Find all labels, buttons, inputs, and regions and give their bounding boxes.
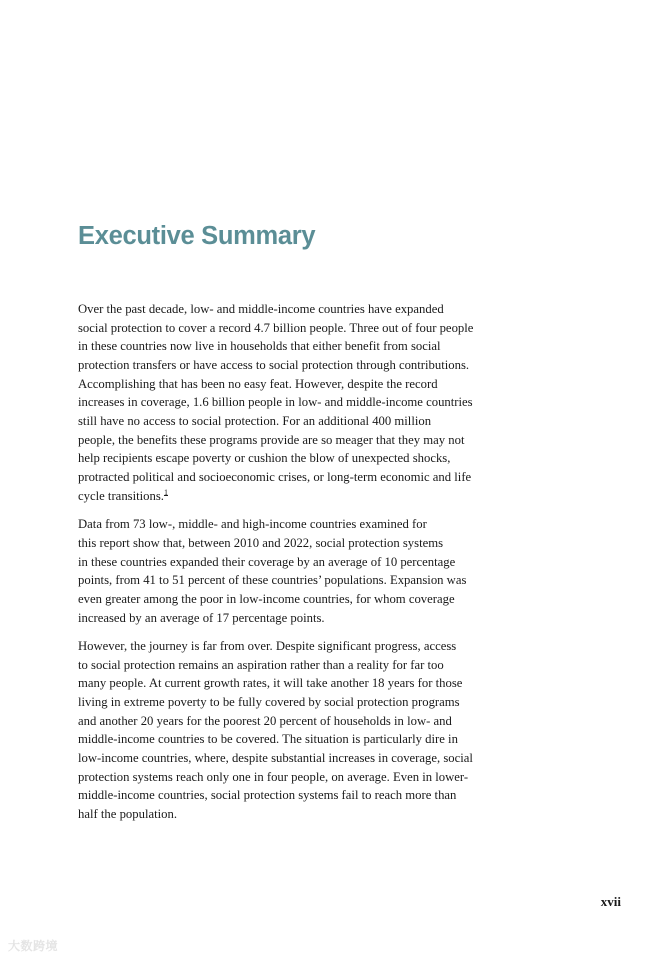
text-line: Over the past decade, low- and middle-income countries have expanded (78, 302, 444, 316)
text-line: half the population. (78, 807, 178, 822)
section-heading: Executive Summary (78, 222, 316, 250)
text-line: low-income countries, where, despite substantial increases in coverage, social (78, 751, 473, 766)
page-number: xvii (600, 894, 621, 909)
watermark-text: 大数跨境 (8, 939, 59, 953)
text-line: middle-income countries, social protection systems fail to reach more than (78, 788, 457, 803)
paragraph-2 (78, 515, 498, 627)
text-line: Accomplishing that has been no easy feat. However, despite the record (78, 376, 438, 391)
text-line: many people. At current growth rates, it will take another 18 years for those (78, 676, 463, 691)
text-line: middle-income countries to be covered. The situation is particularly dire in (78, 732, 458, 747)
text-line: increased by an average of 17 percentage points. (78, 610, 325, 625)
text-line: help recipients escape poverty or cushion the blow of unexpected shocks, (78, 451, 451, 466)
text-line-last (78, 487, 498, 506)
paragraph-3 (78, 637, 498, 824)
watermark-logo (8, 937, 58, 954)
text-line: living in extreme poverty to be fully covered by social protection programs (78, 695, 460, 710)
text-line: protection transfers or have access to social protection through contributions. (78, 357, 470, 372)
text-line: still have no access to social protection. For an additional 400 million (78, 413, 432, 428)
body-text (78, 300, 498, 834)
text-line: to social protection remains an aspiration rather than a reality for far too (78, 657, 444, 672)
text-line: points, from 41 to 51 percent of these countries’ populations. Expansion was (78, 573, 467, 588)
text-line: in these countries expanded their coverage by an average of 10 percentage (78, 554, 456, 569)
text-line: people, the benefits these programs provide are so meager that they may not (78, 432, 465, 447)
text-line: even greater among the poor in low-income countries, for whom coverage (78, 591, 455, 606)
text-line: this report show that, between 2010 and 2022, social protection systems (78, 535, 444, 550)
text-line: protection systems reach only one in four people, on average. Even in lower- (78, 769, 469, 784)
footnote-ref[interactable]: 1 (163, 487, 168, 497)
text-line: social protection to cover a record 4.7 billion people. Three out of four people (78, 320, 474, 335)
text-line: and another 20 years for the poorest 20 percent of households in low- and (78, 713, 452, 728)
text-line: in these countries now live in households that either benefit from social (78, 339, 441, 354)
text-line: protracted political and socioeconomic crises, or long-term economic and life (78, 469, 472, 484)
text-line: However, the journey is far from over. Despite significant progress, access (78, 639, 457, 654)
text-line-content: cycle transitions. (78, 488, 164, 503)
text-line: increases in coverage, 1.6 billion people in low- and middle-income countries (78, 395, 473, 410)
text-line: Data from 73 low-, middle- and high-income countries examined for (78, 517, 427, 532)
paragraph-1 (78, 300, 498, 505)
